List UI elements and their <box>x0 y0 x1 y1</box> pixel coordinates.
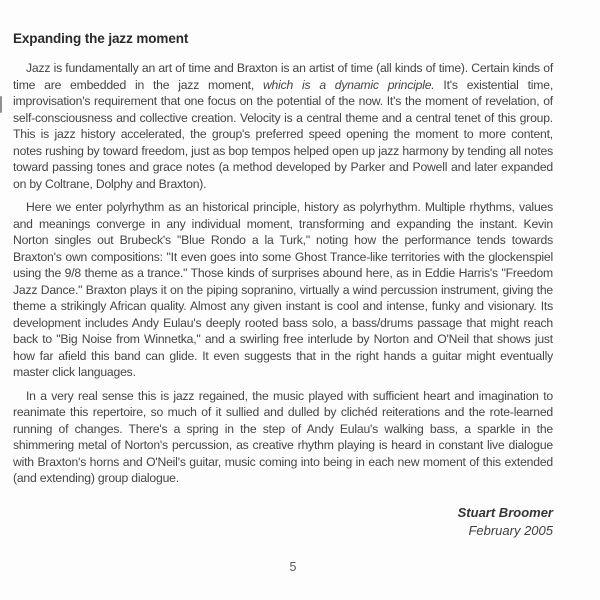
signature-date: February 2005 <box>468 522 553 538</box>
signature-block <box>13 504 553 540</box>
author-name: Stuart Broomer <box>457 504 553 520</box>
paragraph-1-text: Jazz is fundamentally an art of time and Braxton is an artist of time (all kinds of time). Certain kinds of time are embedded in the jazz moment, <box>13 61 553 92</box>
paragraph-3: In a very real sense this is jazz regained, the music played with sufficient heart and imagination to reanimate this repertoire, so much of it sullied and dulled by clichéd reiterations and the rote-learned running of changes. There's a spring in the step of Andy Eulau's walking bass, a sparkle in the shimmering metal of Norton's percussion, as creative rhythm playing is heard in constant live dialogue with Braxton's horns and O'Neil's guitar, music coming into being in each new moment of this extended (and extending) group dialogue. <box>13 388 553 485</box>
paragraph-1-continued: It's existential time, improvisation's requirement that one focus on the potential of the now. It's the moment of revelation, of self-consciousness and collective creation. Velocity is a central theme and a central tenet of this group. This is jazz history accelerated, the group's preferred speed opening the moment to more content, notes rushing by toward freedom, just as bop tempos helped open up jazz harmony by tending all notes toward passing tones and grace notes (a method developed by Parker and Powell and later expanded on by Coltrane, Dolphy and Braxton). <box>13 77 554 191</box>
page-title: Expanding the jazz moment <box>13 31 189 46</box>
page-number: 5 <box>289 560 297 574</box>
scan-artifact-mark <box>0 96 2 113</box>
page-content <box>13 30 553 540</box>
paragraph-1 <box>13 60 553 192</box>
paragraph-2: Here we enter polyrhythm as an historical principle, history as polyrhythm. Multiple rhythms, values and meanings converge in any individual moment, transforming and expanding the instant. Kevin Norton singles out Brubeck's "Blue Rondo a la Turk," noting how the performance tends towards Braxton's own compositions: "It even goes into some Ghost Trance-like territories with the glockenspiel using the 9/8 theme as a trance." Those kinds of surprises abound here, as in Eddie Harris's "Freedom Jazz Dance." Braxton plays it on the piping sopranino, virtually a wind percussion instrument, giving the theme a strikingly African quality. Almost any given instant is cool and intense, funky and visionary. Its development includes Andy Eulau's deeply rooted bass solo, a bass/drums passage that might reach back to "Big Noise from Winnetka," and a swirling free interlude by Norton and O'Neil that shows just how far afield this band can glide. It even suggests that in the right hands a guitar might eventually master click languages. <box>13 200 553 379</box>
paragraph-1-italic-phrase: which is a dynamic principle. <box>262 77 435 92</box>
